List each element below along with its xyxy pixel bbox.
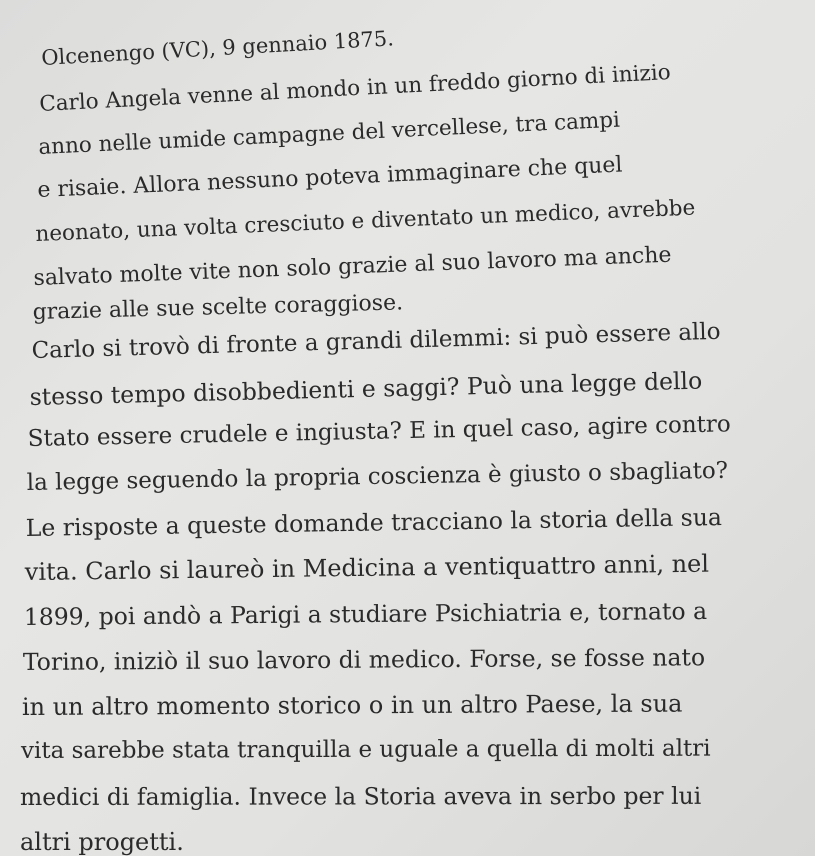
text-line-17: vita sarebbe stata tranquilla e uguale a quella di molti altri	[20, 735, 711, 764]
text-line-18: medici di famiglia. Invece la Storia aveva in serbo per lui	[19, 781, 702, 811]
text-line-5: neonato, una volta cresciuto e diventato un medico, avrebbe	[34, 195, 696, 247]
text-line-1: Olcenengo (VC), 9 gennaio 1875.	[40, 26, 395, 70]
text-line-8: Carlo si trovò di fronte a grandi dilemmi: si può essere allo	[31, 318, 721, 364]
text-line-6: salvato molte vite non solo grazie al suo lavoro ma anche	[33, 242, 672, 291]
text-line-13: vita. Carlo si laureò in Medicina a ventiquattro anni, nel	[24, 549, 710, 586]
text-line-16: in un altro momento storico o in un altro Paese, la sua	[21, 689, 683, 721]
text-line-15: Torino, iniziò il suo lavoro di medico. Forse, se fosse nato	[22, 643, 706, 676]
text-line-11: la legge seguendo la propria coscienza è giusto o sbagliato?	[26, 457, 729, 496]
text-line-4: e risaie. Allora nessuno poteva immaginare che quel	[36, 152, 623, 203]
text-line-14: 1899, poi andò a Parigi a studiare Psichiatria e, tornato a	[23, 597, 708, 631]
text-line-7: grazie alle sue scelte coraggiose.	[32, 290, 404, 325]
text-line-19: altri progetti.	[20, 828, 184, 856]
text-line-2: Carlo Angela venne al mondo in un freddo giorno di inizio	[38, 60, 672, 117]
text-line-10: Stato essere crudele e ingiusta? E in quel caso, agire contro	[27, 411, 731, 452]
text-line-3: anno nelle umide campagne del vercellese, tra campi	[37, 107, 621, 160]
text-line-9: stesso tempo disobbedienti e saggi? Può una legge dello	[29, 366, 703, 411]
text-line-12: Le risposte a queste domande tracciano la storia della sua	[25, 503, 723, 542]
